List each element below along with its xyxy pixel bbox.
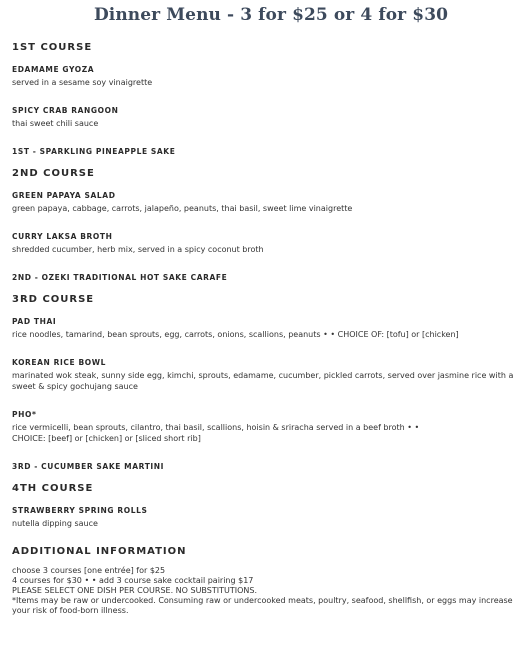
course-heading: 4TH COURSE bbox=[12, 483, 94, 494]
course-1 bbox=[12, 42, 530, 157]
dish-item bbox=[12, 505, 530, 529]
dish-description: green papaya, cabbage, carrots, jalapeño, peanuts, thai basil, sweet lime vinaigrette bbox=[12, 204, 353, 213]
info-line: 4 courses for $30 • • add 3 course sake cocktail pairing $17 bbox=[12, 576, 254, 585]
dish-description: rice vermicelli, bean sprouts, cilantro, thai basil, scallions, hoisin & sriracha served in a beef broth • • bbox=[12, 423, 420, 432]
sake-pairing: 2ND - OZEKI TRADITIONAL HOT SAKE CARAFE bbox=[12, 273, 228, 282]
dish-choice: CHOICE: [beef] or [chicken] or [sliced short rib] bbox=[12, 434, 201, 443]
dish-item bbox=[12, 409, 530, 444]
dish-name: PAD THAI bbox=[12, 317, 57, 326]
additional-information bbox=[12, 546, 530, 616]
sake-pairing: 3RD - CUCUMBER SAKE MARTINI bbox=[12, 462, 165, 471]
dish-name: STRAWBERRY SPRING ROLLS bbox=[12, 506, 148, 515]
sake-pairing: 1ST - SPARKLING PINEAPPLE SAKE bbox=[12, 147, 176, 156]
dish-name: PHO* bbox=[12, 410, 37, 419]
page-title: Dinner Menu - 3 for $25 or 4 for $30 bbox=[93, 5, 449, 25]
additional-heading: ADDITIONAL INFORMATION bbox=[12, 546, 187, 557]
dish-item bbox=[12, 357, 530, 392]
dish-name: SPICY CRAB RANGOON bbox=[12, 106, 119, 115]
info-line: PLEASE SELECT ONE DISH PER COURSE. NO SUBSTITUTIONS. bbox=[12, 586, 257, 595]
dish-name: GREEN PAPAYA SALAD bbox=[12, 191, 116, 200]
course-heading: 3RD COURSE bbox=[12, 294, 95, 305]
dish-description: thai sweet chili sauce bbox=[12, 119, 99, 128]
course-3 bbox=[12, 294, 530, 472]
dish-item bbox=[12, 64, 530, 88]
dish-description: nutella dipping sauce bbox=[12, 519, 98, 528]
dish-description: rice noodles, tamarind, bean sprouts, egg, carrots, onions, scallions, peanuts • • CHOICE OF: [tofu] or [chicken] bbox=[12, 330, 459, 339]
dish-name: KOREAN RICE BOWL bbox=[12, 358, 106, 367]
info-disclaimer: *Items may be raw or undercooked. Consuming raw or undercooked meats, poultry, seafood, shellfish, or eggs may increase your risk of food-born illness. bbox=[12, 596, 513, 615]
dish-description: served in a sesame soy vinaigrette bbox=[12, 78, 153, 87]
course-2 bbox=[12, 168, 530, 283]
dish-name: CURRY LAKSA BROTH bbox=[12, 232, 113, 241]
dish-item bbox=[12, 316, 530, 340]
dish-item bbox=[12, 105, 530, 129]
course-heading: 2ND COURSE bbox=[12, 168, 95, 179]
info-line: choose 3 courses [one entrée] for $25 bbox=[12, 566, 166, 575]
course-heading: 1ST COURSE bbox=[12, 42, 93, 53]
dish-item bbox=[12, 231, 530, 255]
dish-name: EDAMAME GYOZA bbox=[12, 65, 95, 74]
dish-description: marinated wok steak, sunny side egg, kimchi, sprouts, edamame, cucumber, pickled carrots, served over jasmine rice with a sweet & spicy gochujang sauce bbox=[12, 371, 514, 391]
dish-description: shredded cucumber, herb mix, served in a spicy coconut broth bbox=[12, 245, 264, 254]
dish-item bbox=[12, 190, 530, 214]
course-4 bbox=[12, 483, 530, 529]
